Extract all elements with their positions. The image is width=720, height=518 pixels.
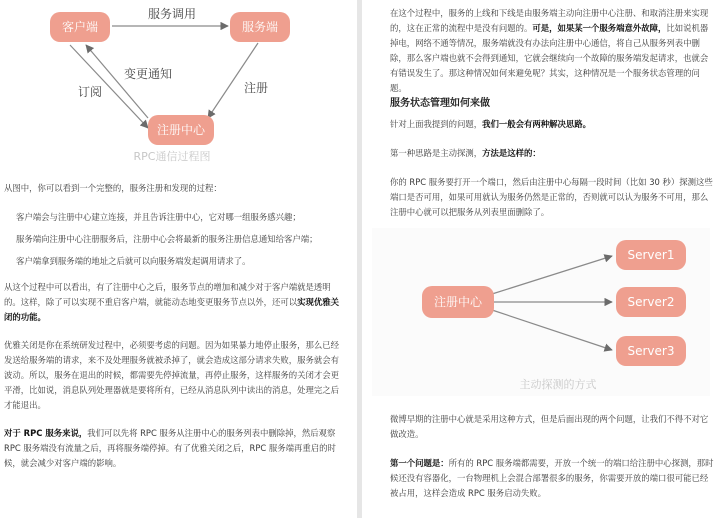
- graceful-shutdown-paragraph: 优雅关闭是你在系统研发过程中，必须要考虑的问题。因为如果暴力地停止服务，那么已经发送给服务端的请求，来不及处理服务就被杀掉了，就会造成这部分请求失败，服务就会有波动。所以，服务在退出的时候，都需要先停掉流量，再停止服务，这样服务的关闭才会更平滑，比如说，消息队列处理器就是要将所有，已经从消息队列中读出的消息，处理完之后才能退出。: [4, 340, 339, 410]
- notify-arrow: [86, 45, 148, 118]
- service-call-label: 服务调用: [147, 7, 197, 21]
- summary-paragraph: 从这个过程中可以看出，有了注册中心之后，服务节点的增加和减少对于客户端就是透明的。这样，除了可以实现不重启客户端，就能动态地变更服务节点以外，还可以实现优雅关闭的功能。: [4, 282, 339, 322]
- first-problem-paragraph: 第一个问题是：所有的 RPC 服务端都需要，开放一个统一的端口给注册中心探测，那时候还没有容器化，一台物理机上会混合部署很多的服务，你需要开放的端口很可能已经被占用，这样会造成 RPC 服务启动失败。: [390, 458, 714, 498]
- server3-node: [616, 336, 686, 366]
- left-page: [0, 0, 357, 518]
- svg-text:Server2: Server2: [627, 295, 675, 309]
- intro-paragraph: 从图中，你可以看到一个完整的，服务注册和发现的过程：: [4, 183, 222, 193]
- list-item: 客户端会与注册中心建立连接，并且告诉注册中心，它对哪一组服务感兴趣；: [16, 212, 301, 222]
- svg-text:客户端: 客户端: [61, 20, 99, 34]
- active-probe-paragraph: 第一种思路是主动探测，方法是这样的：: [390, 148, 541, 158]
- list-item: 服务端向注册中心注册服务后，注册中心会将最新的服务注册信息通知给客户端；: [16, 234, 318, 244]
- svg-text:Server1: Server1: [627, 248, 675, 262]
- svg-text:Server3: Server3: [627, 344, 675, 358]
- probe-diagram-caption: 主动探测的方式: [519, 378, 597, 391]
- client-node: [50, 12, 110, 42]
- subscribe-label: 订阅: [78, 85, 103, 99]
- active-probe-diagram: [362, 228, 720, 398]
- right-page: [362, 0, 720, 518]
- svg-text:注册中心: 注册中心: [433, 295, 483, 309]
- svg-text:注册中心: 注册中心: [156, 123, 206, 137]
- svg-text:服务端: 服务端: [241, 20, 279, 34]
- server2-node: [616, 287, 686, 317]
- register-label: 注册: [244, 81, 269, 95]
- list-item: 客户端拿到服务端的地址之后就可以向服务端发起调用请求了。: [16, 256, 251, 266]
- server1-node: [616, 240, 686, 270]
- probe-detail-paragraph: 你的 RPC 服务要打开一个端口，然后由注册中心每隔一段时间（比如 30 秒）探测这些端口是否可用，如果可用就认为服务仍然是正常的，否则就可以认为服务不可用，那么注册中心就可以把服务从列表里面删除了。: [390, 177, 713, 217]
- solutions-paragraph: 针对上面我提到的问题，我们一般会有两种解决思路。: [390, 119, 591, 129]
- section-heading: 服务状态管理如何来做: [390, 98, 490, 109]
- probe-registry-node: [422, 286, 494, 318]
- rpc-flow-diagram: [0, 0, 357, 170]
- diagram-caption: RPC通信过程图: [133, 150, 211, 163]
- failure-paragraph: 在这个过程中，服务的上线和下线是由服务端主动向注册中心注册、和取消注册来实现的，这在正常的流程中是没有问题的。可是，如果某一个服务端意外故障，比如说机器掉电，网络不通等情况，服务端就没有办法向注册中心通信，将自己从服务列表中删除，那么客户端也就不会得到通知，它就会继续向一个故障的服务端发起请求，也就会有错误发生了。那这种情况如何来避免呢？其实，这种情况是一个服务状态管理的问题。: [390, 8, 709, 93]
- registry-node: [148, 115, 214, 145]
- server-node: [230, 12, 290, 42]
- rpc-shutdown-paragraph: 对于 RPC 服务来说，我们可以先将 RPC 服务从注册中心的服务列表中删除掉，然后观察 RPC 服务端没有流量之后，再将服务端停掉。有了优雅关闭之后，RPC 服务端再重启的时候，就会减少对客户端的影响。: [4, 428, 336, 468]
- weibo-paragraph: 微博早期的注册中心就是采用这种方式，但是后面出现的两个问题，让我们不得不对它做改造。: [390, 414, 709, 439]
- notify-label: 变更通知: [124, 67, 173, 81]
